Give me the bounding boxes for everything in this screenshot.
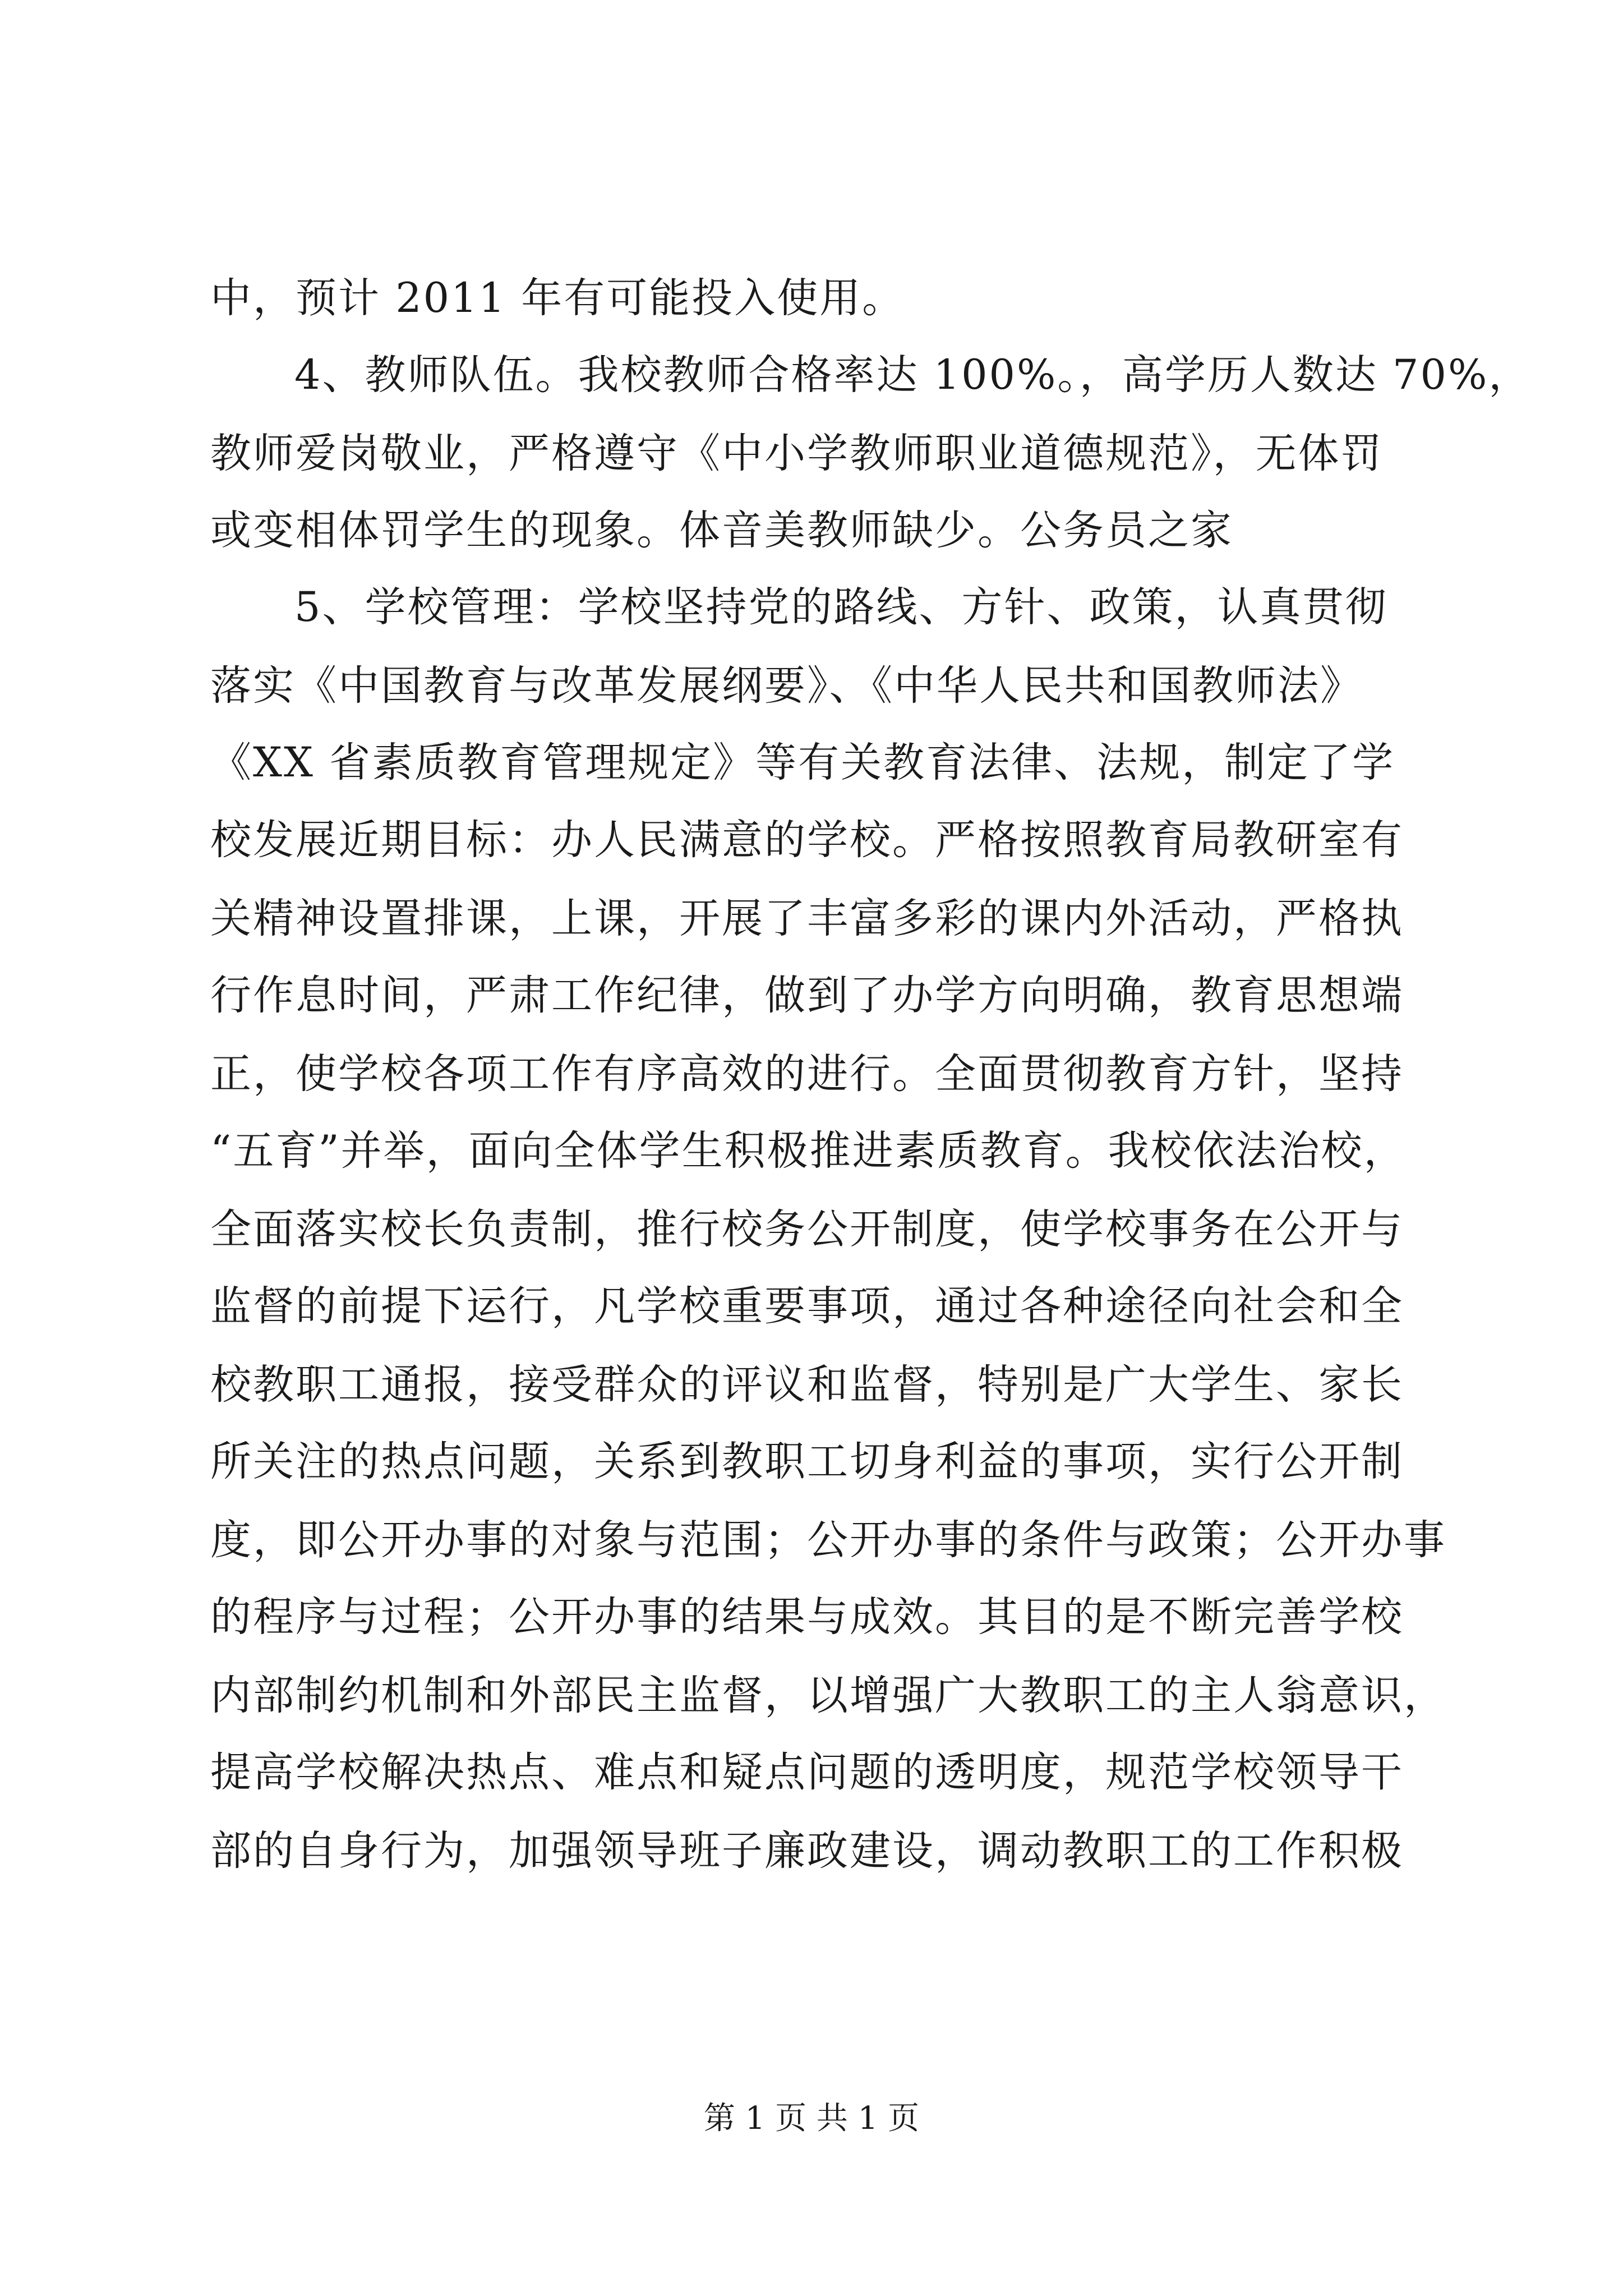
- body-line-11: 正，使学校各项工作有序高效的进行。全面贯彻教育方针，坚持: [210, 1050, 1404, 1098]
- body-line-2: 4、教师队伍。我校教师合格率达 100%。，高学历人数达 70%，: [294, 351, 1532, 399]
- body-line-14: 监督的前提下运行，凡学校重要事项，通过各种途径向社会和全: [210, 1282, 1404, 1330]
- body-line-8: 校发展近期目标：办人民满意的学校。严格按照教育局教研室有: [210, 816, 1404, 864]
- body-line-3: 教师爱岗敬业，严格遵守《中小学教师职业道德规范》，无体罚: [210, 430, 1384, 477]
- body-line-13: 全面落实校长负责制，推行校务公开制度，使学校事务在公开与: [210, 1205, 1404, 1253]
- body-line-19: 内部制约机制和外部民主监督，以增强广大教职工的主人翁意识，: [210, 1672, 1446, 1719]
- body-line-17: 度，即公开办事的对象与范围；公开办事的条件与政策；公开办事: [210, 1516, 1446, 1564]
- body-line-5: 5、学校管理：学校坚持党的路线、方针、政策，认真贯彻: [294, 583, 1388, 631]
- body-line-7: 《XX 省素质教育管理规定》等有关教育法律、法规，制定了学: [210, 739, 1395, 786]
- body-line-21: 部的自身行为，加强领导班子廉政建设，调动教职工的工作积极: [210, 1827, 1404, 1875]
- body-line-15: 校教职工通报，接受群众的评议和监督，特别是广大学生、家长: [210, 1361, 1404, 1409]
- body-line-1: 中，预计 2011 年有可能投入使用。: [210, 274, 905, 322]
- body-line-9: 关精神设置排课，上课，开展了丰富多彩的课内外活动，严格执: [210, 895, 1404, 942]
- body-line-20: 提高学校解决热点、难点和疑点问题的透明度，规范学校领导干: [210, 1749, 1404, 1796]
- body-line-6: 落实《中国教育与改革发展纲要》、《中华人民共和国教师法》: [210, 662, 1363, 710]
- body-line-4: 或变相体罚学生的现象。体音美教师缺少。公务员之家: [210, 507, 1233, 554]
- body-line-18: 的程序与过程；公开办事的结果与成效。其目的是不断完善学校: [210, 1593, 1404, 1641]
- body-line-16: 所关注的热点问题，关系到教职工切身利益的事项，实行公开制: [210, 1438, 1404, 1485]
- body-line-12: “五育”并举，面向全体学生积极推进素质教育。我校依法治校，: [210, 1127, 1407, 1175]
- body-line-10: 行作息时间，严肃工作纪律，做到了办学方向明确，教育思想端: [210, 972, 1404, 1019]
- page-footer: 第 1 页 共 1 页: [703, 2100, 920, 2137]
